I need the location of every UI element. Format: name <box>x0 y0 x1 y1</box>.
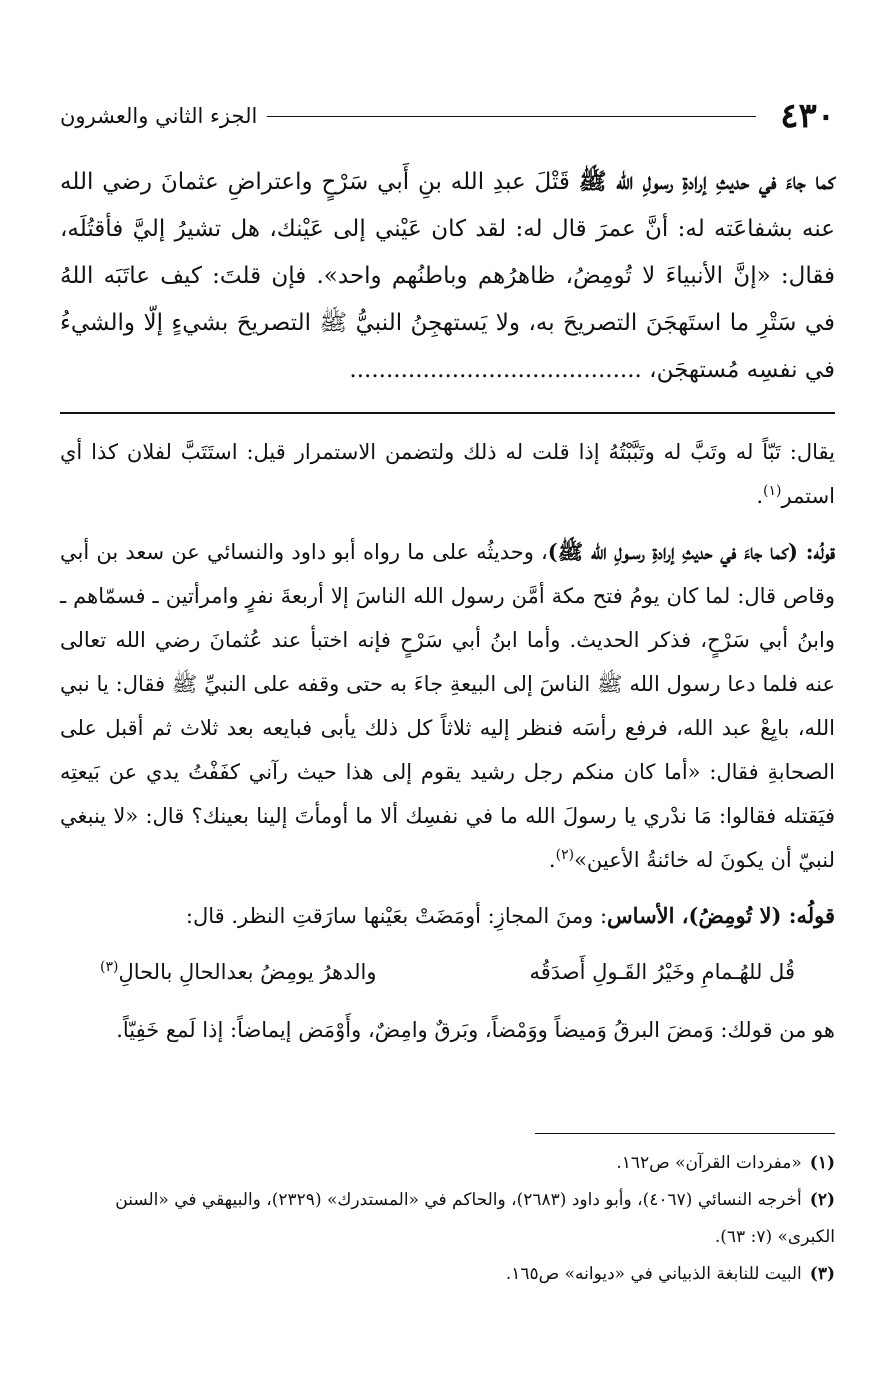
commentary-paragraph-1 <box>60 430 835 518</box>
commentary-text: . <box>756 484 764 508</box>
commentary <box>60 430 835 1064</box>
commentary-paragraph-3 <box>60 894 835 938</box>
footnote-item <box>60 1145 835 1182</box>
commentary-paragraph-4: هو من قولك: وَمضَ البرقُ وَميضاً ووَمْضاً، وبَرقٌ وامِضٌ، وأَوْمَض إيماضاً: إذا لَمع خَفِيّاً. <box>116 1018 835 1042</box>
commentary-text: ، وحديثُه على ما رواه أبو داود والنسائي عن سعد بن أبي وقاص قال: لما كان يومُ فتح مكة أمَّن رسول الله الناسَ إلا أربعةَ نفرٍ وامرأتين ـ فسمّاهم ـ وابنُ أبي سَرْحٍ، فذكر الحديث. وأما ابنُ أبي سَرْحٍ فإنه اختبأ عند عُثمانَ رضي الله تعالى عنه فلما دعا رسول الله ﷺ الناسَ إلى البيعةِ جاءَ به حتى وقفه على النبيِّ ﷺ فقال: يا نبي الله، بايِعْ عبد الله، فرفع رأسَه فنظر إليه ثلاثاً كل ذلك يأبى فبايعه بعد ثلاث ثم أقبل على الصحابةِ فقال: «أما كان منكم رجل رشيد يقوم إلى هذا حيث رآني كفَفْتُ يدي عن بَيعتِه فيَقتله فقالوا: مَا ندْري يا رسولَ الله ما في نفسِك ألا ما أومأتَ إلينا بعينك؟ قال: «لا ينبغي لنبيّ أن يكونَ له خائنةُ الأعين» <box>60 540 835 872</box>
verse-first-hemistich: قُل للهُـمامِ وخَيْرُ القَـولِ أَصدَقُه <box>529 960 795 984</box>
commentary-text: . <box>548 848 556 872</box>
header-divider <box>267 116 756 117</box>
page-number: ٤٣٠ <box>780 96 835 136</box>
footnote-text: البيت للنابغة الذبياني في «ديوانه» ص١٦٥. <box>505 1264 802 1284</box>
footnote-text: أخرجه النسائي (٤٠٦٧)، وأبو داود (٢٦٨٣)، والحاكم في «المستدرك» (٢٣٢٩)، والبيهقي في «السنن الكبرى» (٧: ٦٣). <box>115 1190 835 1247</box>
footnote-ref-1[interactable]: (١) <box>763 483 782 499</box>
page-header <box>60 92 835 140</box>
footnote-item <box>60 1256 835 1293</box>
footnote-ref-2[interactable]: (٢) <box>555 847 575 863</box>
commentary-text: يقال: تَبّاً له وتَبَّ له وتَبَّبْتُهُ إذا قلت له ذلك ولتضمن الاستمرار قيل: استَتَبَّ لفلان كذا أي استمر <box>60 440 835 508</box>
verse-second-hemistich <box>100 950 377 994</box>
commentary-text: : ومنَ المجازِ: أومَضَتْ بعَيْنها سارَقتِ النظر. قال: <box>185 904 608 928</box>
verse-text: والدهرُ يومِضُ بعدالحالِ بالحالِ <box>118 960 377 984</box>
main-text-body: قَتْلَ عبدِ الله بنِ أَبي سَرْحٍ واعتراضِ عثمانَ رضي الله عنه بشفاعَته له: أنَّ عمرَ قال له: لقد كان عَيْني إلى عَيْنك، هل تشيرُ إليَّ فأقتُلَه، فقال: «إنَّ الأنبياءَ لا تُومِضُ، ظاهرُهم وباطنُهم واحد». فإن قلتَ: كيف عاتَبَه اللهُ في سَتْرِ ما استَهجَنَ التصريحَ به، ولا يَستهجِنُ النبيُّ ﷺ التصريحَ بشيءٍ إلّا والشيءُ في نفسِه مُستهجَن، ........................................ <box>60 169 835 383</box>
commentary-paragraph-2 <box>60 530 835 882</box>
footnote-divider <box>535 1133 835 1134</box>
running-title: الجزء الثاني والعشرون <box>60 104 258 128</box>
main-text-lead: كما جاءَ في حديثِ إرادةِ رسولِ الله ﷺ <box>578 168 835 195</box>
footnote-number: (١) <box>809 1153 835 1173</box>
main-text <box>60 158 835 394</box>
commentary-lemma: قولُه: (لا تُومِضُ)، الأساس <box>607 903 835 928</box>
footnote-text: «مفردات القرآن» ص١٦٢. <box>616 1153 802 1173</box>
footnote-number: (٣) <box>809 1264 835 1284</box>
commentary-lemma: قولُه: (كما جاءَ في حديثِ إرادةِ رسـولِ الله ﷺ) <box>547 539 835 564</box>
footnotes <box>60 1145 835 1293</box>
footnote-ref-3[interactable]: (٣) <box>100 959 119 975</box>
main-text-divider <box>60 412 835 414</box>
poetry-verse <box>60 950 835 994</box>
footnote-number: (٢) <box>809 1190 835 1210</box>
footnote-item <box>60 1182 835 1256</box>
